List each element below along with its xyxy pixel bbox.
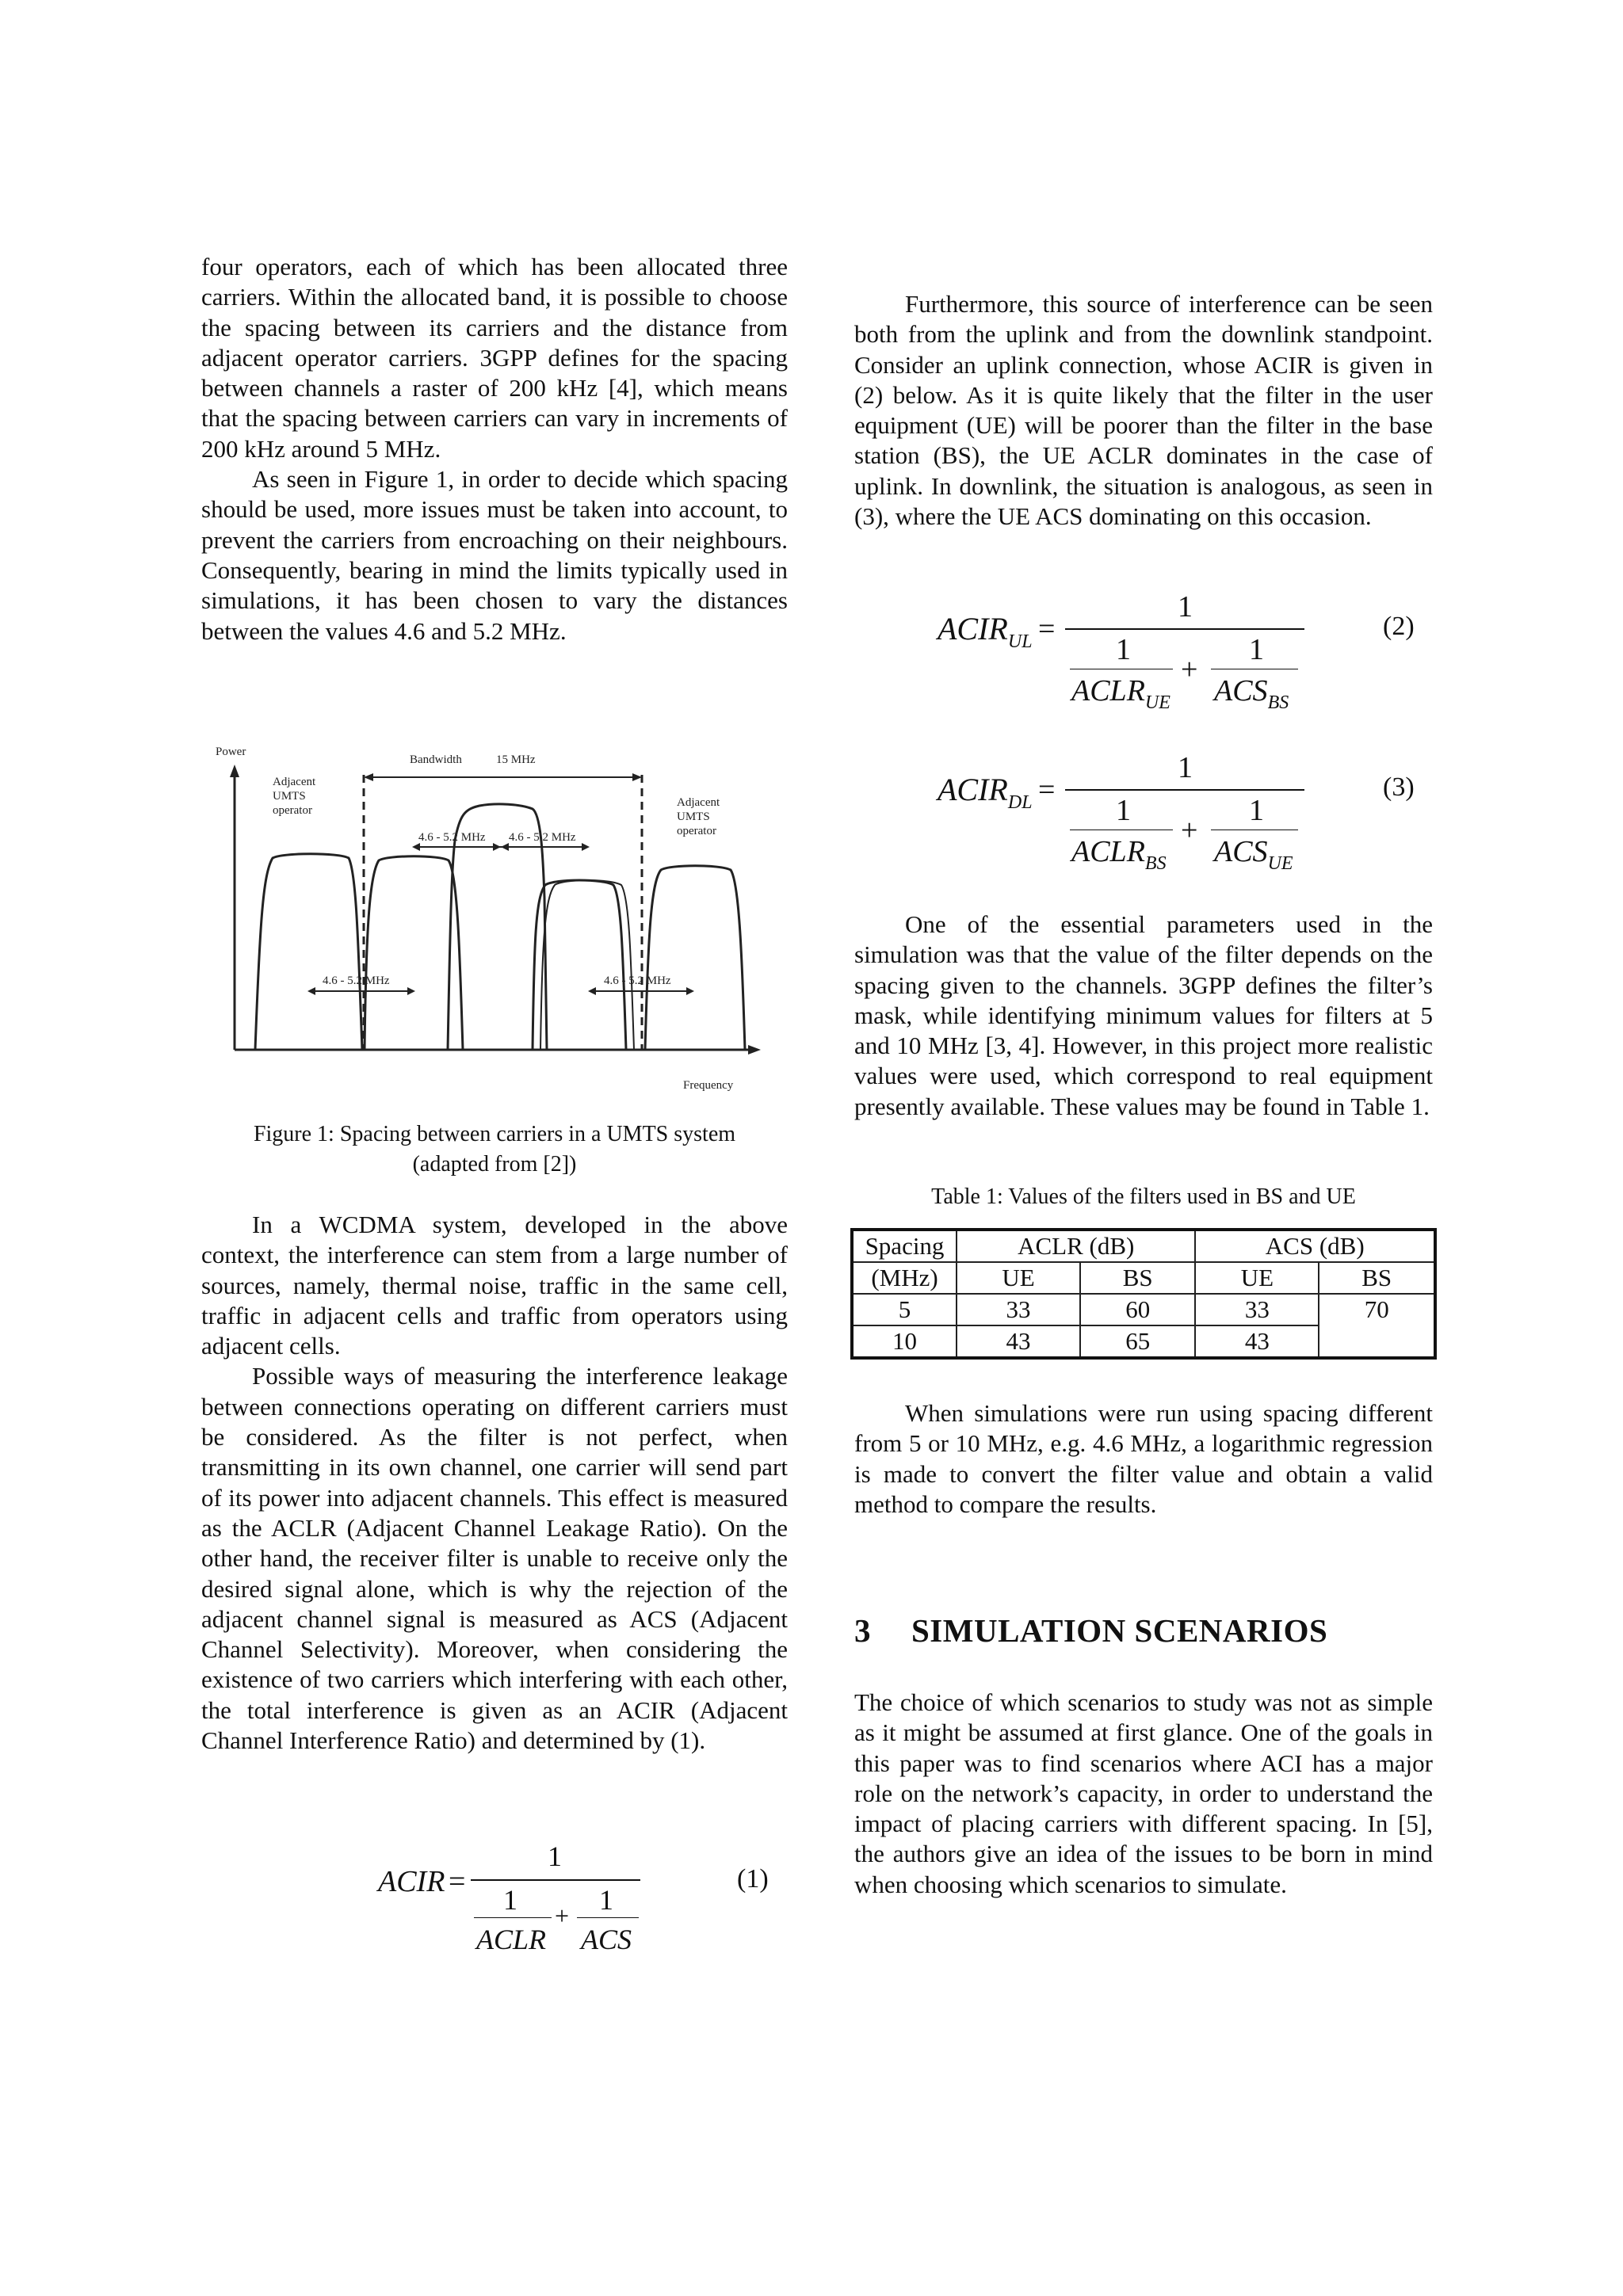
filters-table (850, 1228, 1437, 1360)
right-column (854, 289, 1433, 532)
equation-number: (2) (1383, 612, 1415, 641)
plus-sign: + (1181, 653, 1198, 686)
spacing-label: 4.6 - 5.2 MHz (323, 974, 390, 987)
equation-aclr: $ACLR_{BS}$ (1071, 835, 1167, 874)
equation-lhs: ACIR (378, 1865, 445, 1898)
table-header-cell: UE (1195, 1262, 1319, 1294)
equation-numerator: 1 (548, 1840, 562, 1872)
right-column-lower (854, 1398, 1433, 1520)
table-cell: 43 (957, 1325, 1080, 1358)
table-cell: 33 (1195, 1294, 1319, 1325)
paragraph: When simulations were run using spacing different from 5 or 10 MHz, e.g. 4.6 MHz, a logarithmic regression is made to convert the filter value and obtain a valid method to compare the results. (854, 1399, 1433, 1518)
equation-lhs: $ACIR_{DL}$ (938, 772, 1033, 813)
equals-sign: = (449, 1865, 466, 1898)
equation-number: (3) (1383, 772, 1415, 802)
equation-numerator: 1 (1178, 590, 1193, 624)
denominator-numerator: 1 (1249, 794, 1264, 827)
equals-sign: = (1038, 773, 1056, 807)
equals-sign: = (1038, 612, 1056, 646)
paragraph: One of the essential parameters used in the simulation was that the value of the filter depends on the spacing given to the channels. 3GPP defines the filter’s mask, while identifying minimum values for filters at 5 and 10 MHz [3, 4]. However, in this project more realistic values were used, which correspond to real equipment presently available. These values may be found in Table 1. (854, 910, 1433, 1120)
frequency-axis-label: Frequency (683, 1079, 734, 1092)
equation-lhs: $ACIR_{UL}$ (938, 611, 1033, 652)
table-cell: 5 (852, 1294, 957, 1325)
fraction-line (474, 1917, 552, 1918)
bandwidth-label: Bandwidth (410, 753, 462, 766)
carrier-curve (255, 854, 362, 1050)
fraction-line (471, 1879, 640, 1881)
plus-sign: + (555, 1901, 570, 1930)
spacing-label: 4.6 - 5.2 MHz (604, 974, 671, 987)
equation-acs: $ACS_{BS}$ (1214, 674, 1289, 713)
paragraph: four operators, each of which has been allocated three carriers. Within the allocated band, it is possible to choose the spacing between its carriers and the distance from adjacent operator carriers. 3GPP defines for the spacing between channels a raster of 200 kHz [4], which means that the spacing between carriers can vary in increments of 200 kHz around 5 MHz. (201, 253, 788, 463)
carrier-curve (540, 880, 634, 1050)
equation-number: (1) (737, 1864, 769, 1894)
right-column-mid (854, 910, 1433, 1122)
table-header-cell: (MHz) (852, 1262, 957, 1294)
paragraph: In a WCDMA system, developed in the above context, the interference can stem from a large number of sources, namely, thermal noise, traffic in the same cell, traffic in adjacent cells and traffic from operators using adjacent cells. (201, 1211, 788, 1360)
adjacent-operator-left: Adjacent UMTS operator (273, 776, 316, 817)
denominator-numerator: 1 (1249, 633, 1264, 666)
equation-aclr: ACLR (476, 1924, 547, 1955)
table-caption: Table 1: Values of the filters used in BS and UE (931, 1184, 1356, 1209)
fraction-line (1065, 789, 1304, 791)
paragraph: Furthermore, this source of interference can be seen both from the uplink and from the downlink standpoint. Consider an uplink connection, whose ACIR is given in (2) below. As it is quite likely that the filter in the user equipment (UE) will be poorer than the filter in the base station (BS), the UE ACLR dominates in the case of uplink. In downlink, the situation is analogous, as seen in (3), where the UE ACS dominating on this occasion. (854, 290, 1433, 531)
table-header-cell: ACLR (dB) (957, 1230, 1195, 1262)
equation-acs: $ACS_{UE}$ (1214, 835, 1293, 874)
figure-1 (208, 739, 778, 1100)
paragraph: The choice of which scenarios to study was not as simple as it might be assumed at first glance. One of the goals in this paper was to find scenarios where ACI has a major role on the network’s capacity, in order to understand the impact of placing carriers with different spacing. In [5], the authors give an idea of the issues to be born in mind when choosing which scenarios to simulate. (854, 1688, 1433, 1898)
table-header-row (852, 1230, 1435, 1262)
left-column-lower (201, 1210, 788, 1756)
table-cell: 70 (1319, 1294, 1435, 1358)
table-cell: 43 (1195, 1325, 1319, 1358)
bandwidth-value: 15 MHz (496, 753, 536, 766)
denominator-numerator: 1 (1116, 794, 1131, 827)
adjacent-operator-right: Adjacent UMTS operator (677, 796, 720, 837)
fraction-line (577, 1917, 639, 1918)
denominator-numerator: 1 (503, 1884, 517, 1916)
equation-acs: ACS (581, 1924, 632, 1955)
table-cell: 65 (1080, 1325, 1196, 1358)
figure-caption: Figure 1: Spacing between carriers in a UMTS system (adapted from [2]) (253, 1122, 736, 1177)
table-cell: 10 (852, 1325, 957, 1358)
table-row (852, 1294, 1435, 1325)
section-number: 3 (854, 1612, 871, 1649)
paragraph: As seen in Figure 1, in order to decide which spacing should be used, more issues must be taken into account, to prevent the carriers from encroaching on their neighbours. Consequently, bearing in mind the limits typically used in simulations, it has been chosen to vary the distances between the values 4.6 and 5.2 MHz. (201, 465, 788, 645)
table-header-cell: BS (1080, 1262, 1196, 1294)
table-cell: 33 (957, 1294, 1080, 1325)
paragraph: Possible ways of measuring the interference leakage between connections operating on different carriers must be considered. As the filter is not perfect, when transmitting in its own channel, one carrier will send part of its power into adjacent channels. This effect is measured as the ACLR (Adjacent Channel Leakage Ratio). On the other hand, the receiver filter is unable to receive only the desired signal alone, which is why the rejection of the adjacent channel signal is measured as ACS (Adjacent Channel Selectivity). Moreover, when considering the existence of two carriers which interfering with each other, the total interference is given as an ACIR (Adjacent Channel Interference Ratio) and determined by (1). (201, 1362, 788, 1755)
left-column (201, 252, 788, 646)
table-header-row (852, 1262, 1435, 1294)
denominator-numerator: 1 (599, 1884, 613, 1916)
power-axis-label: Power (216, 746, 246, 758)
denominator-numerator: 1 (1116, 633, 1131, 666)
table-header-cell: ACS (dB) (1195, 1230, 1435, 1262)
table-header-cell: UE (957, 1262, 1080, 1294)
fraction-line (1065, 628, 1304, 630)
equation-aclr: $ACLR_{UE}$ (1071, 674, 1170, 713)
carrier-curve (645, 866, 745, 1050)
equation-numerator: 1 (1178, 751, 1193, 784)
right-column-bottom (854, 1688, 1433, 1900)
spacing-label: 4.6 - 5.2 MHz (418, 831, 486, 844)
section-title: SIMULATION SCENARIOS (911, 1612, 1328, 1649)
spacing-label: 4.6 - 5.2 MHz (509, 831, 576, 844)
plus-sign: + (1181, 814, 1198, 847)
table-cell: 60 (1080, 1294, 1196, 1325)
table-header-cell: BS (1319, 1262, 1435, 1294)
table-header-cell: Spacing (852, 1230, 957, 1262)
section-heading (854, 1611, 1327, 1650)
